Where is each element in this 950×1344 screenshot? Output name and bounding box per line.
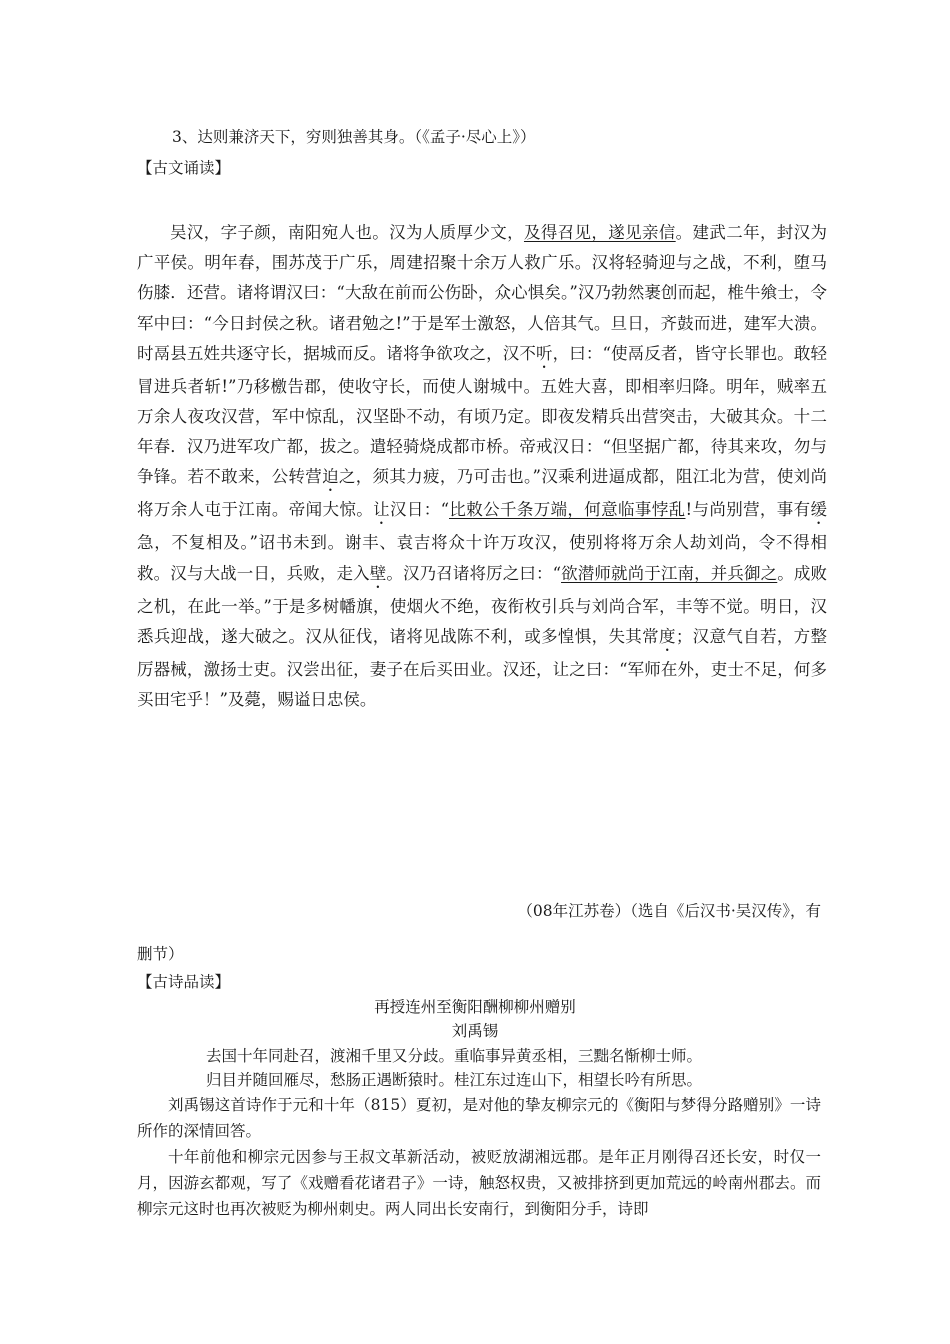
dotted-word-rang: 让 [373, 500, 390, 520]
section-heading-ancient-poem: 【古诗品读】 [137, 973, 231, 991]
dotted-word-du: 度 [658, 626, 676, 646]
dotted-word-huan: 缓 [810, 500, 828, 520]
commentary-paragraph-2: 十年前他和柳宗元因参与王叔文革新活动，被贬放湖湘远郡。是年正月刚得召还长安，时仅一月，因游玄都观，写了《戏赠看花诸君子》一诗，触怒权贵，又被排挤到更加荒远的岭南州郡去。而柳宗元这时也再次被贬为柳州刺史。两人同出长安南行，到衡阳分手，诗即 [137, 1148, 821, 1218]
underlined-sentence-2: 比敕公千条万端，何意临事悖乱 [449, 500, 686, 520]
source-citation-cont: 删节） [137, 945, 184, 963]
underlined-sentence-3: 欲潜师就尚于江南，并兵御之 [561, 563, 778, 583]
poem-line-1: 去国十年同赴召，渡湘千里又分歧。重临事异黄丞相，三黜名惭柳士师。 [206, 1047, 703, 1065]
dotted-word-po: 迫 [322, 467, 339, 487]
dotted-word-ting: 听 [535, 343, 553, 363]
source-citation: （08年江苏卷）（选自《后汉书·吴汉传》，有 [517, 902, 821, 920]
dotted-word-bi: 壁 [369, 563, 387, 583]
commentary-paragraph-1: 刘禹锡这首诗作于元和十年（815）夏初，是对他的挚友柳宗元的《衡阳与梦得分路赠别》一诗所作的深情回答。 [137, 1096, 821, 1140]
section-heading-ancient-prose: 【古文诵读】 [137, 159, 231, 177]
classical-passage [137, 218, 827, 715]
poem-author: 刘禹锡 [451, 1022, 499, 1040]
passage-paragraph: 吴汉，字子颜，南阳宛人也。汉为人质厚少文，及得召见，遂见亲信。建武二年，封汉为广平侯。明年春，围苏茂于广乐，周建招聚十余万人救广乐。汉将轻骑迎与之战，不利，堕马伤膝．还营。诸将谓汉曰：“大敌在前而公伤卧，众心惧矣。”汉乃勃然裹创而起，椎牛飨士，令军中曰：“今日封侯之秋。诸君勉之!”于是军士激怒，人倍其气。旦日，齐鼓而进，建军大溃。时鬲县五姓共逐守长，据城而反。诸将争欲攻之，汉不听，曰：“使鬲反者，皆守长罪也。敢轻冒进兵者斩!”乃移檄告郡，使收守长，而使人谢城中。五姓大喜，即相率归降。明年，贼率五万余人夜攻汉营，军中惊乱，汉坚卧不动，有顷乃定。即夜发精兵出营突击，大破其众。十二年春．汉乃进军攻广都，拔之。遣轻骑烧成都市桥。帝戒汉日：“但坚据广都，待其来攻，勿与争锋。若不敢来，公转营迫之，须其力疲，乃可击也。”汉乘利进逼成都，阻江北为营，使刘尚将万余人屯于江南。帝闻大惊。让汉日：“比敕公千条万端，何意临事悖乱!与尚别营，事有缓急，不复相及。”诏书未到。谢丰、袁吉将众十许万攻汉，使别将将万余人劫刘尚，令不得相救。汉与大战一日，兵败，走入壁。汉乃召诸将厉之曰：“欲潜师就尚于江南，并兵御之。成败之机，在此一举。”于是多树幡旗，使烟火不绝，夜衔枚引兵与刘尚合军，丰等不觉。明日，汉悉兵迎战，遂大破之。汉从征伐，诸将见战陈不利，或多惶惧，失其常度；汉意气自若，方整厉器械，激扬士吏。汉尝出征，妻子在后买田业。汉还，让之曰：“军师在外，吏士不足，何多买田宅乎！”及薨，赐谥日忠侯。 [137, 223, 828, 710]
passage-source [137, 890, 827, 975]
poem-commentary [137, 1092, 821, 1222]
mencius-quote: 3、达则兼济天下，穷则独善其身。（《孟子·尽心上》） [172, 128, 536, 146]
underlined-sentence-1: 及得召见，遂见亲信 [523, 223, 676, 242]
poem-line-2: 归目并随回雁尽，愁肠正遇断猿时。桂江东过连山下，相望长吟有所思。 [206, 1071, 703, 1089]
poem-title: 再授连州至衡阳酬柳柳州赠别 [374, 998, 576, 1016]
